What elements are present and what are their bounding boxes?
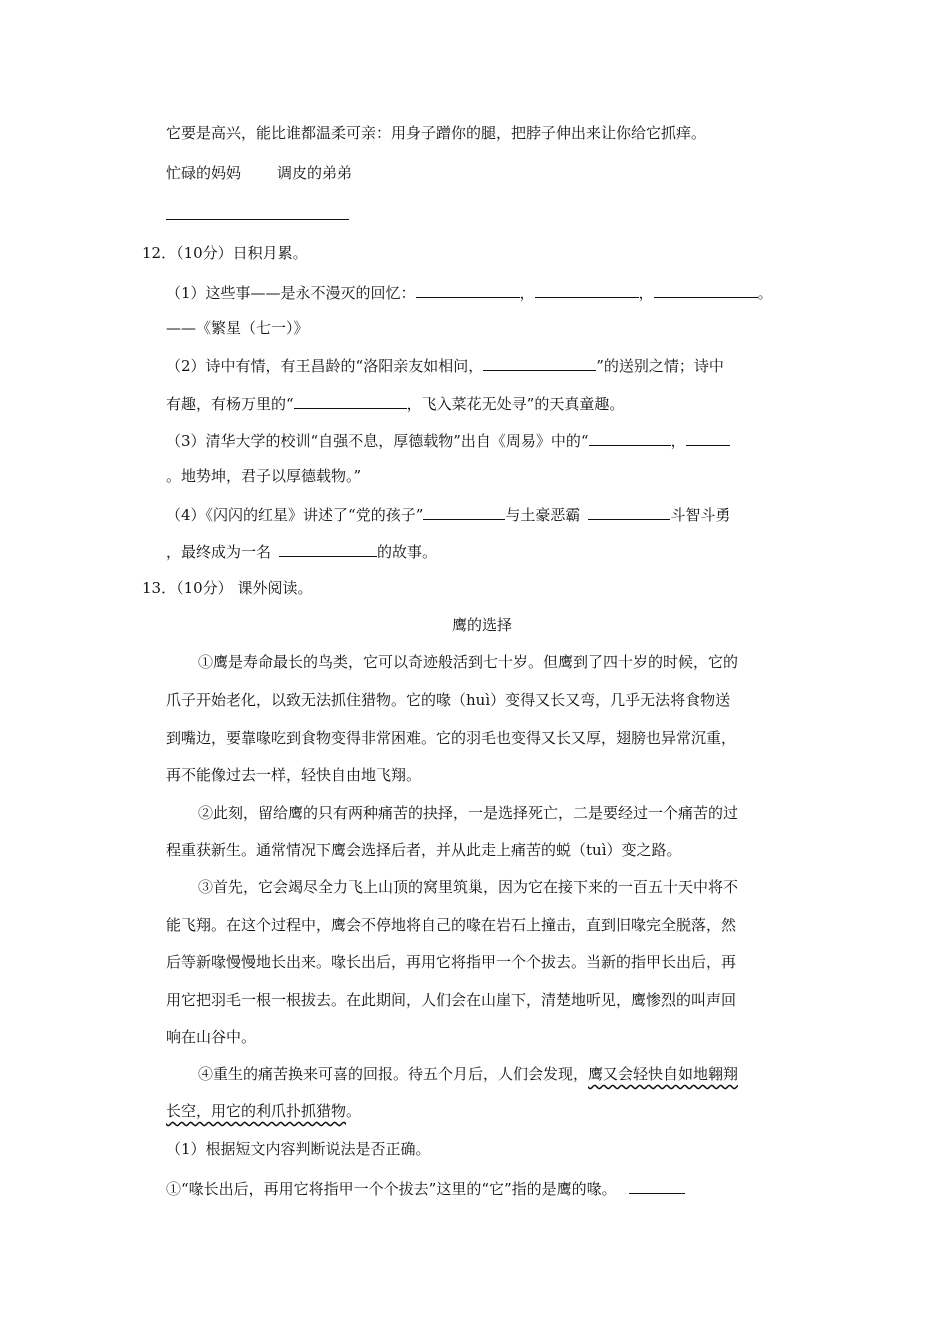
- wavy-underlined-sentence: 鹰又会轻快自如地翱翔: [588, 1065, 739, 1083]
- para3-line4: 用它把羽毛一根一根拔去。在此期间，人们会在山崖下，清楚地听见，鹰惨烈的叫声回: [166, 991, 737, 1009]
- passage-line: 它要是高兴，能比谁都温柔可亲：用身子蹭你的腿，把脖子伸出来让你给它抓痒。: [166, 124, 707, 142]
- fill-blank-5[interactable]: [294, 392, 407, 409]
- fill-blank-2[interactable]: [535, 281, 639, 298]
- para4-line2: 长空，用它的利爪扑抓猎物。: [166, 1102, 362, 1120]
- options-line: [166, 163, 352, 183]
- fill-blank-1[interactable]: [416, 281, 520, 298]
- para3-line5: 响在山谷中。: [166, 1028, 257, 1046]
- fill-blank-4[interactable]: [483, 354, 596, 371]
- q12-part4-line2: ，最终成为一名 的故事。: [166, 540, 437, 562]
- para1-line4: 再不能像过去一样，轻快自由地飞翔。: [166, 766, 422, 784]
- para1-line3: 到嘴边，要靠喙吃到食物变得非常困难。它的羽毛也变得又长又厚，翅膀也异常沉重，: [166, 729, 737, 747]
- article-title: 鹰的选择: [452, 616, 513, 634]
- judge-blank-1[interactable]: [629, 1177, 685, 1194]
- q12-part3-line2: 。地势坤，君子以厚德载物。”: [166, 467, 362, 485]
- para4-line1: ④重生的痛苦换来可喜的回报。待五个月后，人们会发现，鹰又会轻快自如地翱翔: [198, 1065, 739, 1083]
- para3-line3: 后等新喙慢慢地长出来。喙长出后，再用它将指甲一个个拔去。当新的指甲长出后，再: [166, 953, 737, 971]
- fill-blank-8[interactable]: [423, 503, 505, 520]
- q12-part2-line2: 有趣，有杨万里的“ ，飞入菜花无处寻”的天真童趣。: [166, 392, 624, 414]
- q12-part1: （1）这些事——是永不漫灭的回忆： ， ， 。: [166, 281, 773, 303]
- q12-part4-line1: （4）《闪闪的红星》讲述了“党的孩子” 与土豪恶霸 斗智斗勇: [166, 503, 730, 525]
- answer-line[interactable]: [166, 219, 349, 220]
- fill-blank-6[interactable]: [589, 429, 671, 446]
- para2-line1: ②此刻，留给鹰的只有两种痛苦的抉择，一是选择死亡，二是要经过一个痛苦的过: [198, 804, 739, 822]
- q13-item1: ①“喙长出后，再用它将指甲一个个拔去”这里的“它”指的是鹰的喙。: [166, 1177, 685, 1199]
- fill-blank-10[interactable]: [279, 540, 377, 557]
- fill-blank-3[interactable]: [654, 281, 758, 298]
- para3-line2: 能飞翔。在这个过程中，鹰会不停地将自己的喙在岩石上撞击，直到旧喙完全脱落，然: [166, 916, 737, 934]
- q12-part2-line1: （2）诗中有情，有王昌龄的“洛阳亲友如相问， ”的送别之情；诗中: [166, 354, 724, 376]
- q13-sub1: （1）根据短文内容判断说法是否正确。: [166, 1140, 431, 1158]
- para3-line1: ③首先，它会竭尽全力飞上山顶的窝里筑巢，因为它在接下来的一百五十天中将不: [198, 878, 739, 896]
- q12-part3-line1: （3）清华大学的校训“自强不息，厚德载物”出自《周易》中的“ ，: [166, 429, 730, 451]
- fill-blank-7[interactable]: [686, 429, 730, 446]
- para1-line1: ①鹰是寿命最长的鸟类，它可以奇迹般活到七十岁。但鹰到了四十岁的时候，它的: [198, 653, 739, 671]
- fill-blank-9[interactable]: [588, 503, 670, 520]
- option-naughty-brother: 调皮的弟弟: [277, 164, 353, 182]
- para2-line2: 程重获新生。通常情况下鹰会选择后者，并从此走上痛苦的蜕（tuì）变之路。: [166, 841, 682, 859]
- wavy-underlined-sentence-cont: 长空，用它的利爪扑抓猎物: [166, 1102, 347, 1120]
- question-13-header: 13．（10分） 课外阅读。: [142, 579, 313, 597]
- q12-part1-source: ——《繁星（七一）》: [166, 319, 309, 337]
- para1-line2: 爪子开始老化，以致无法抓住猎物。它的喙（huì）变得又长又弯，几乎无法将食物送: [166, 691, 731, 709]
- question-12-header: 12．（10分）日积月累。: [142, 244, 308, 262]
- option-busy-mom: 忙碌的妈妈: [166, 164, 242, 182]
